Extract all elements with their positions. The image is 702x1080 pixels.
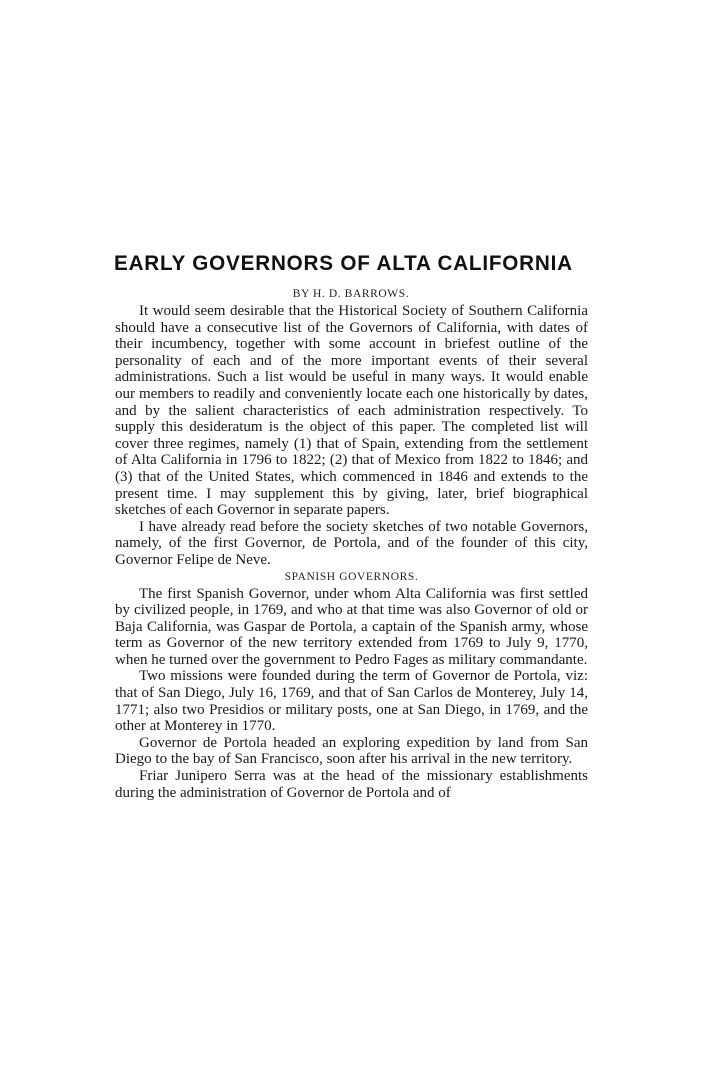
body-paragraph: Two missions were founded during the term of Governor de Portola, viz: that of San Diego, July 16, 1769, and that of San Carlos de Monterey, July 14, 1771; also two Presidios or military posts, one at San Diego, in 1769, and the other at Monterey in 1770. bbox=[115, 668, 588, 735]
article-body bbox=[115, 303, 588, 801]
body-paragraph: It would seem desirable that the Historical Society of Southern California should have a consecutive list of the Governors of California, with dates of their incumbency, together with some account in briefest outline of the personality of each and of the more important events of their several administrations. Such a list would be useful in many ways. It would enable our members to readily and conveniently locate each one historically by dates, and by the salient characteristics of each administration respectively. To supply this desideratum is the object of this paper. The completed list will cover three regimes, namely (1) that of Spain, extending from the settlement of Alta California in 1796 to 1822; (2) that of Mexico from 1822 to 1846; and (3) that of the United States, which commenced in 1846 and extends to the present time. I may supplement this by giving, later, brief biographical sketches of each Governor in separate papers. bbox=[115, 303, 588, 519]
author-byline: BY H. D. BARROWS. bbox=[292, 288, 410, 300]
body-paragraph: Friar Junipero Serra was at the head of the missionary establishments during the administration of Governor de Portola and of bbox=[115, 768, 588, 801]
body-paragraph: I have already read before the society sketches of two notable Governors, namely, of the first Governor, de Portola, and of the founder of this city, Governor Felipe de Neve. bbox=[115, 518, 588, 568]
article-title: EARLY GOVERNORS OF ALTA CALIFORNIA bbox=[114, 252, 573, 275]
body-paragraph: Governor de Portola headed an exploring expedition by land from San Diego to the bay of San Francisco, soon after his arrival in the new territory. bbox=[115, 734, 588, 768]
section-heading: SPANISH GOVERNORS. bbox=[284, 570, 419, 583]
body-paragraph: The first Spanish Governor, under whom Alta California was first settled by civilized people, in 1769, and who at that time was also Governor of old or Baja California, was Gaspar de Portola, a captain of the Spanish army, whose term as Governor of the new territory extended from 1769 to July 9, 1770, when he turned over the government to Pedro Fages as military commandante. bbox=[115, 585, 588, 668]
